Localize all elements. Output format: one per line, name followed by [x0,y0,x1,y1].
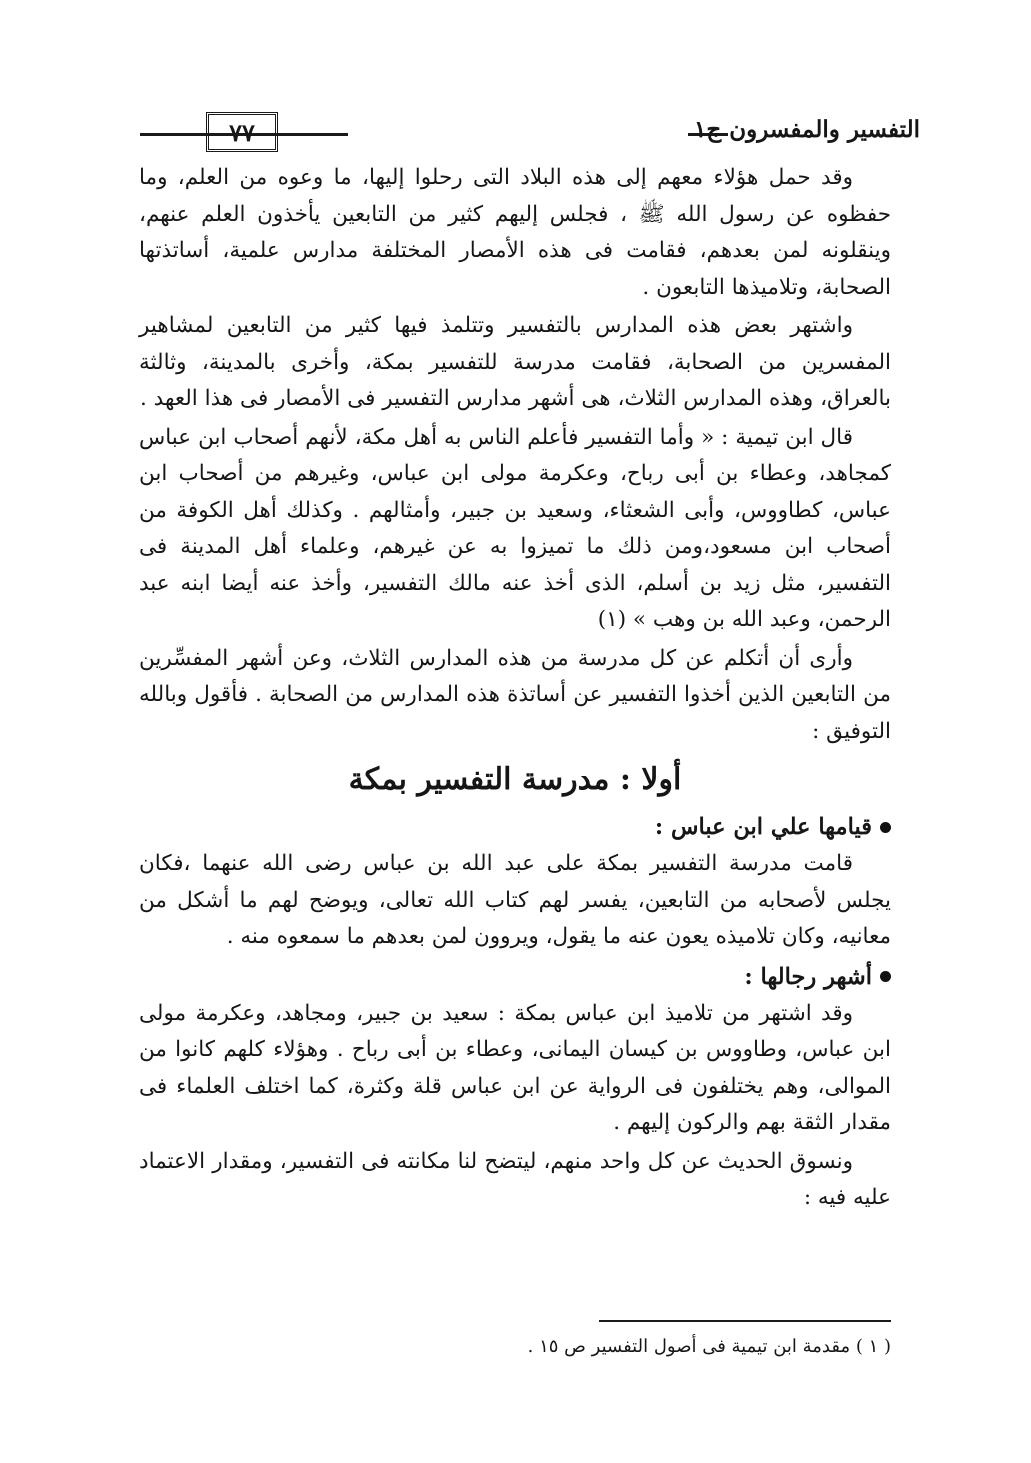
paragraph-3-quote: قال ابن تيمية : « وأما التفسير فأعلم الناس به أهل مكة، لأنهم أصحاب ابن عباس كمجاهد، وعطاء بن أبى رباح، وعكرمة مولى ابن عباس، وغيرهم من أصحاب ابن عباس، كطاووس، وأبى الشعثاء، وسعيد بن جبير، وأمثالهم . وكذلك أهل الكوفة من أصحاب ابن مسعود،ومن ذلك ما تميزوا به عن غيرهم، وعلماء أهل المدينة فى التفسير، مثل زيد بن أسلم، الذى أخذ عنه مالك التفسير، وأخذ عنه أيضا ابنه عبد الرحمن، وعبد الله بن وهب » (١) [139,424,891,632]
page-number: ٧٧ [206,112,278,152]
running-header [140,112,920,156]
subheading-notable-men-label: أشهر رجالها : [744,963,872,990]
header-rule-left [140,133,206,136]
paragraph-7: ونسوق الحديث عن كل واحد منهم، ليتضح لنا مكانته فى التفسير، ومقدار الاعتماد عليه فيه : [139,1148,891,1210]
subheading-founding-label: قيامها علي ابن عباس : [654,814,872,840]
main-text [139,160,891,1219]
paragraph-1: وقد حمل هؤلاء معهم إلى هذه البلاد التى رحلوا إليها، ما وعوه من العلم، وما حفظوه عن رسول الله ﷺ ، فجلس إليهم كثير من التابعين يأخذون العلم عنهم، وينقلونه لمن بعدهم، فقامت فى هذه الأمصار المختلفة مدارس علمية، أساتذتها الصحابة، وتلاميذها التابعون . [139,165,891,300]
paragraph-6: وقد اشتهر من تلاميذ ابن عباس بمكة : سعيد بن جبير، ومجاهد، وعكرمة مولى ابن عباس، وطاووس بن كيسان اليمانى، وعطاء بن أبى رباح . وهؤلاء كلهم كانوا من الموالى، وهم يختلفون فى الرواية عن ابن عباس قلة وكثرة، كما اختلف العلماء فى مقدار الثقة بهم والركون إليهم . [139,1000,891,1135]
footnote: ( ١ ) مقدمة ابن تيمية فى أصول التفسير ص ١٥ . [527,1336,891,1357]
subheading-notable-men [139,958,891,996]
running-title: التفسير والمفسرون ج١ [694,116,920,143]
paragraph-4: وأرى أن أتكلم عن كل مدرسة من هذه المدارس الثلاث، وعن أشهر المفسِّرين من التابعين الذين أخذوا التفسير عن أساتذة هذه المدارس من الصحابة . فأقول وبالله التوفيق : [139,645,891,744]
bullet-icon [880,822,891,833]
section-heading: أولا : مدرسة التفسير بمكة [348,762,682,797]
paragraph-2: واشتهر بعض هذه المدارس بالتفسير وتتلمذ فيها كثير من التابعين لمشاهير المفسرين من الصحابة، فقامت مدرسة للتفسير بمكة، وأخرى بالمدينة، وثالثة بالعراق، وهذه المدارس الثلاث، هى أشهر مدارس التفسير فى الأمصار فى هذا العهد . [139,313,891,411]
bullet-icon [880,971,891,982]
subheading-founding [139,808,891,846]
footnote-divider [599,1320,891,1322]
paragraph-5: قامت مدرسة التفسير بمكة على عبد الله بن عباس رضى الله عنهما ،فكان يجلس لأصحابه من التابعين، يفسر لهم كتاب الله تعالى، ويوضح لهم ما أشكل من معانيه، وكان تلاميذه يعون عنه ما يقول، ويروون لمن بعدهم ما سمعوه منه . [139,851,891,949]
